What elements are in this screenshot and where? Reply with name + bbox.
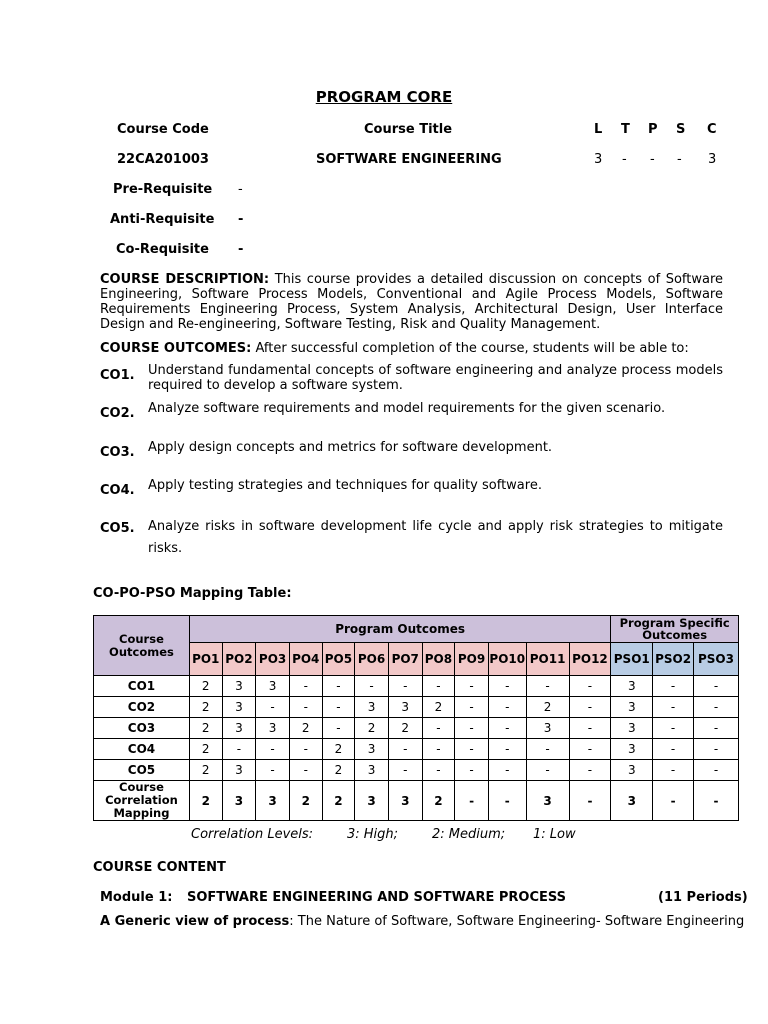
table-cell: 3	[355, 760, 389, 781]
table-cell: 3	[611, 676, 653, 697]
table-cell: 3	[355, 697, 389, 718]
table-cell: -	[422, 676, 455, 697]
table-cell: -	[455, 718, 489, 739]
table-cell: -	[388, 676, 422, 697]
table-cell: -	[488, 760, 526, 781]
table-row	[94, 676, 739, 697]
correlation-levels-label: Correlation Levels:	[191, 827, 314, 842]
course-outcomes-header: Course Outcomes	[94, 616, 190, 676]
table-cell: -	[693, 676, 738, 697]
ltpsc-value-s: -	[677, 152, 682, 167]
table-cell: -	[289, 697, 322, 718]
table-cell: 2	[526, 697, 569, 718]
column-header-po10: PO10	[488, 643, 526, 676]
table-row	[94, 760, 739, 781]
column-header-po9: PO9	[455, 643, 489, 676]
column-header-po7: PO7	[388, 643, 422, 676]
table-cell: 2	[289, 781, 322, 821]
module-title: SOFTWARE ENGINEERING AND SOFTWARE PROCESS	[187, 890, 567, 905]
correlation-mapping-row	[94, 781, 739, 821]
table-cell: -	[693, 697, 738, 718]
table-cell: -	[256, 760, 290, 781]
page-title: PROGRAM CORE	[315, 88, 453, 106]
column-header-po12: PO12	[569, 643, 611, 676]
correlation-level-high: 3: High;	[347, 827, 399, 842]
table-cell: 3	[611, 697, 653, 718]
table-cell: -	[388, 760, 422, 781]
table-cell: -	[455, 760, 489, 781]
ltpsc-value-c: 3	[708, 152, 717, 167]
table-cell: -	[222, 739, 256, 760]
column-header-row	[94, 643, 739, 676]
table-cell: -	[569, 697, 611, 718]
column-header-po3: PO3	[256, 643, 290, 676]
table-cell: -	[289, 739, 322, 760]
table-cell: -	[569, 676, 611, 697]
table-cell: -	[653, 781, 694, 821]
table-row	[94, 739, 739, 760]
row-label-co4: CO4	[94, 739, 190, 760]
ltpsc-label-t: T	[621, 122, 630, 137]
co-requisite-label: Co-Requisite	[116, 242, 209, 257]
column-header-po5: PO5	[322, 643, 355, 676]
column-header-pso2: PSO2	[653, 643, 694, 676]
co-po-pso-mapping-table	[93, 615, 739, 821]
ltpsc-label-s: S	[676, 122, 686, 137]
row-label-co2: CO2	[94, 697, 190, 718]
module-periods: (11 Periods)	[658, 890, 748, 905]
table-cell: -	[693, 718, 738, 739]
table-cell: -	[289, 676, 322, 697]
mapping-table-body	[94, 676, 739, 821]
table-cell: 2	[189, 697, 222, 718]
table-cell: 3	[222, 697, 256, 718]
table-cell: -	[388, 739, 422, 760]
mapping-table-title: CO-PO-PSO Mapping Table:	[93, 586, 292, 601]
co-requisite-value: -	[238, 242, 244, 257]
column-header-po1: PO1	[189, 643, 222, 676]
table-cell: 2	[189, 718, 222, 739]
course-code-label: Course Code	[117, 122, 209, 137]
table-cell: -	[322, 676, 355, 697]
table-cell: 3	[611, 718, 653, 739]
table-cell: 2	[189, 781, 222, 821]
table-cell: -	[526, 760, 569, 781]
table-cell: -	[653, 760, 694, 781]
table-cell: 3	[256, 676, 290, 697]
table-cell: -	[455, 697, 489, 718]
anti-requisite-value: -	[238, 212, 244, 227]
co1-label: CO1.	[100, 368, 135, 383]
table-cell: 3	[526, 781, 569, 821]
course-description-text: This course provides a detailed discussion on concepts of Software Engineering, Software Process Models, Conventional and Agile Process Models, Software Requirements Engineering Process, System Analysis, Architectural Design, User Interface Design and Re-engineering, Software Testing, Risk and Quality Management.	[100, 272, 724, 332]
table-cell: -	[455, 781, 489, 821]
course-title: SOFTWARE ENGINEERING	[316, 152, 502, 167]
column-header-pso3: PSO3	[693, 643, 738, 676]
table-cell: 2	[189, 760, 222, 781]
correlation-mapping-label: Course Correlation Mapping	[94, 781, 190, 821]
co3-label: CO3.	[100, 445, 135, 460]
table-cell: -	[355, 676, 389, 697]
table-cell: 2	[322, 760, 355, 781]
module-topic-text: : The Nature of Software, Software Engineering- Software Engineering	[289, 914, 745, 929]
table-cell: 2	[388, 718, 422, 739]
table-cell: -	[256, 697, 290, 718]
table-cell: 3	[256, 718, 290, 739]
table-cell: -	[653, 739, 694, 760]
table-cell: 3	[222, 760, 256, 781]
table-cell: 2	[322, 781, 355, 821]
course-title-label: Course Title	[364, 122, 453, 137]
table-cell: 3	[611, 739, 653, 760]
table-cell: 3	[611, 760, 653, 781]
table-cell: 2	[189, 676, 222, 697]
table-cell: -	[488, 676, 526, 697]
table-cell: 3	[526, 718, 569, 739]
table-cell: -	[693, 760, 738, 781]
table-cell: -	[569, 781, 611, 821]
table-cell: 3	[256, 781, 290, 821]
table-cell: -	[488, 697, 526, 718]
program-outcomes-header: Program Outcomes	[189, 616, 610, 643]
course-outcomes-intro	[100, 341, 723, 356]
correlation-level-medium: 2: Medium;	[432, 827, 506, 842]
column-header-po6: PO6	[355, 643, 389, 676]
ltpsc-label-p: P	[648, 122, 658, 137]
table-cell: -	[422, 760, 455, 781]
co4-label: CO4.	[100, 483, 135, 498]
table-cell: 3	[222, 781, 256, 821]
table-cell: 3	[611, 781, 653, 821]
table-row	[94, 718, 739, 739]
correlation-level-low: 1: Low	[533, 827, 576, 842]
table-cell: -	[455, 676, 489, 697]
column-header-po4: PO4	[289, 643, 322, 676]
co2-label: CO2.	[100, 406, 135, 421]
co3-text: Apply design concepts and metrics for software development.	[148, 440, 553, 455]
table-cell: -	[455, 739, 489, 760]
table-cell: -	[488, 781, 526, 821]
ltpsc-label-l: L	[594, 122, 603, 137]
table-cell: 2	[422, 781, 455, 821]
course-description-label: COURSE DESCRIPTION:	[100, 272, 270, 287]
ltpsc-value-l: 3	[594, 152, 603, 167]
course-description	[100, 272, 723, 332]
table-cell: -	[653, 676, 694, 697]
table-cell: 2	[189, 739, 222, 760]
table-cell: -	[693, 739, 738, 760]
ltpsc-value-p: -	[650, 152, 655, 167]
table-cell: -	[653, 697, 694, 718]
table-cell: 3	[388, 781, 422, 821]
column-header-pso1: PSO1	[611, 643, 653, 676]
row-label-co5: CO5	[94, 760, 190, 781]
program-specific-outcomes-header: Program Specific Outcomes	[611, 616, 739, 643]
module-topic	[100, 914, 744, 929]
table-cell: -	[693, 781, 738, 821]
table-cell: -	[526, 676, 569, 697]
table-cell: -	[322, 697, 355, 718]
table-cell: 3	[355, 739, 389, 760]
row-label-co3: CO3	[94, 718, 190, 739]
column-header-po8: PO8	[422, 643, 455, 676]
course-outcomes-label: COURSE OUTCOMES:	[100, 341, 252, 356]
table-cell: -	[488, 718, 526, 739]
table-cell: -	[569, 718, 611, 739]
table-cell: -	[569, 760, 611, 781]
table-cell: 2	[355, 718, 389, 739]
anti-requisite-label: Anti-Requisite	[110, 212, 215, 227]
column-header-po11: PO11	[526, 643, 569, 676]
table-cell: -	[289, 760, 322, 781]
table-row	[94, 697, 739, 718]
table-cell: -	[256, 739, 290, 760]
table-cell: 3	[222, 718, 256, 739]
table-cell: 3	[355, 781, 389, 821]
course-outcomes-intro-text: After successful completion of the course, students will be able to:	[251, 341, 689, 356]
module-topic-label: A Generic view of process	[100, 914, 290, 929]
table-cell: -	[653, 718, 694, 739]
course-code: 22CA201003	[117, 152, 209, 167]
co4-text: Apply testing strategies and techniques for quality software.	[148, 478, 542, 493]
table-cell: -	[422, 718, 455, 739]
ltpsc-value-t: -	[622, 152, 627, 167]
table-cell: 2	[322, 739, 355, 760]
table-cell: -	[526, 739, 569, 760]
table-cell: 3	[222, 676, 256, 697]
table-cell: -	[322, 718, 355, 739]
table-cell: -	[569, 739, 611, 760]
co2-text: Analyze software requirements and model requirements for the given scenario.	[148, 401, 666, 416]
co5-text: Analyze risks in software development life cycle and apply risk strategies to mitigate risks.	[148, 519, 723, 556]
table-cell: -	[488, 739, 526, 760]
ltpsc-label-c: C	[707, 122, 717, 137]
row-label-co1: CO1	[94, 676, 190, 697]
column-header-po2: PO2	[222, 643, 256, 676]
table-cell: 3	[388, 697, 422, 718]
co5-label: CO5.	[100, 521, 135, 536]
table-cell: 2	[422, 697, 455, 718]
co1-text: Understand fundamental concepts of software engineering and analyze process models required to develop a software system.	[148, 363, 723, 393]
pre-requisite-label: Pre-Requisite	[113, 182, 213, 197]
table-cell: 2	[289, 718, 322, 739]
table-cell: -	[422, 739, 455, 760]
module-label: Module 1:	[100, 890, 173, 905]
pre-requisite-value: -	[238, 182, 243, 197]
course-content-title: COURSE CONTENT	[93, 860, 226, 875]
